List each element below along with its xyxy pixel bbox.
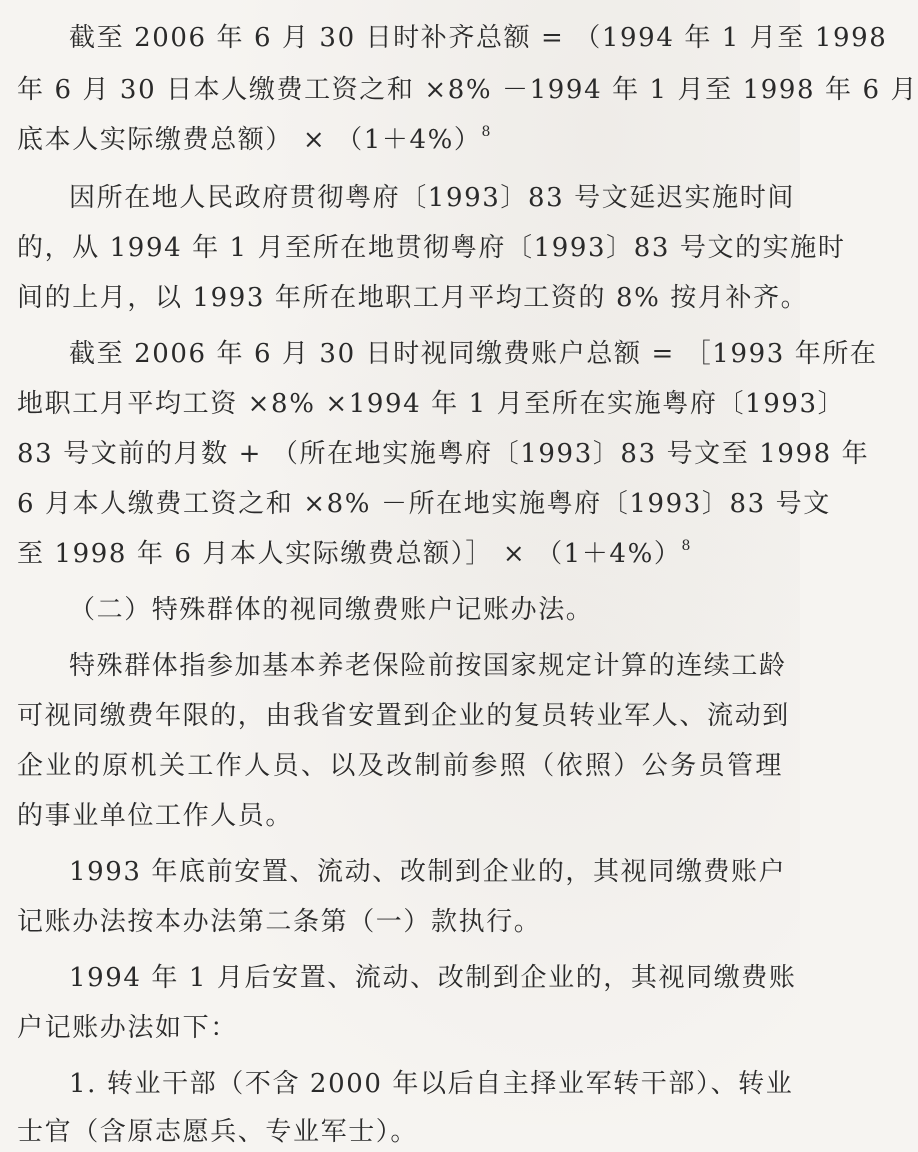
paragraph-5-line-3: 企业的原机关工作人员、以及改制前参照（依照）公务员管理 xyxy=(17,751,783,781)
paragraph-5-line-1: 特殊群体指参加基本养老保险前按国家规定计算的连续工龄 xyxy=(69,651,787,681)
paragraph-8-line-1: 1. 转业干部（不含 2000 年以后自主择业军转干部）、转业 xyxy=(69,1069,794,1099)
exponent-2: 8 xyxy=(681,538,691,554)
paragraph-2-line-2: 的，从 1994 年 1 月至所在地贯彻粤府〔1993〕83 号文的实施时 xyxy=(17,233,846,263)
paragraph-2-line-3: 间的上月，以 1993 年所在地职工月平均工资的 8% 按月补齐。 xyxy=(17,283,809,313)
exponent-1: 8 xyxy=(481,124,491,140)
paragraph-1-line-2: 年 6 月 30 日本人缴费工资之和 ×8% －1994 年 1 月至 1998 年 6 月 xyxy=(17,75,918,105)
section-heading: （二）特殊群体的视同缴费账户记账办法。 xyxy=(69,595,594,625)
paragraph-3-line-1: 截至 2006 年 6 月 30 日时视同缴费账户总额 = ［1993 年所在 xyxy=(69,339,878,369)
paragraph-1-line-1: 截至 2006 年 6 月 30 日时补齐总额 = （1994 年 1 月至 1998 xyxy=(69,23,888,53)
paragraph-3-line-4: 6 月本人缴费工资之和 ×8% －所在地实施粤府〔1993〕83 号文 xyxy=(17,489,831,519)
paragraph-5-line-4: 的事业单位工作人员。 xyxy=(17,801,294,831)
paragraph-8-line-2: 士官（含原志愿兵、专业军士）。 xyxy=(17,1117,419,1147)
paragraph-2-line-1: 因所在地人民政府贯彻粤府〔1993〕83 号文延迟实施时间 xyxy=(69,183,795,213)
paragraph-1-line-3-text: 底本人实际缴费总额） × （1＋4%） xyxy=(17,125,482,155)
paragraph-3-line-2: 地职工月平均工资 ×8% ×1994 年 1 月至所在实施粤府〔1993〕 xyxy=(17,389,846,419)
paragraph-5-line-2: 可视同缴费年限的，由我省安置到企业的复员转业军人、流动到 xyxy=(17,701,790,731)
paragraph-3-line-5-text: 至 1998 年 6 月本人实际缴费总额）］ × （1＋4%） xyxy=(17,539,682,569)
paragraph-7-line-2: 户记账办法如下： xyxy=(17,1013,238,1043)
paragraph-1-line-3 xyxy=(17,120,783,160)
paragraph-3-line-5 xyxy=(17,534,783,574)
paragraph-7-line-1: 1994 年 1 月后安置、流动、改制到企业的，其视同缴费账 xyxy=(69,963,797,993)
paragraph-6-line-1: 1993 年底前安置、流动、改制到企业的，其视同缴费账户 xyxy=(69,857,787,887)
paragraph-3-line-3: 83 号文前的月数 + （所在地实施粤府〔1993〕83 号文至 1998 年 xyxy=(17,439,870,469)
paragraph-6-line-2: 记账办法按本办法第二条第（一）款执行。 xyxy=(17,907,542,937)
